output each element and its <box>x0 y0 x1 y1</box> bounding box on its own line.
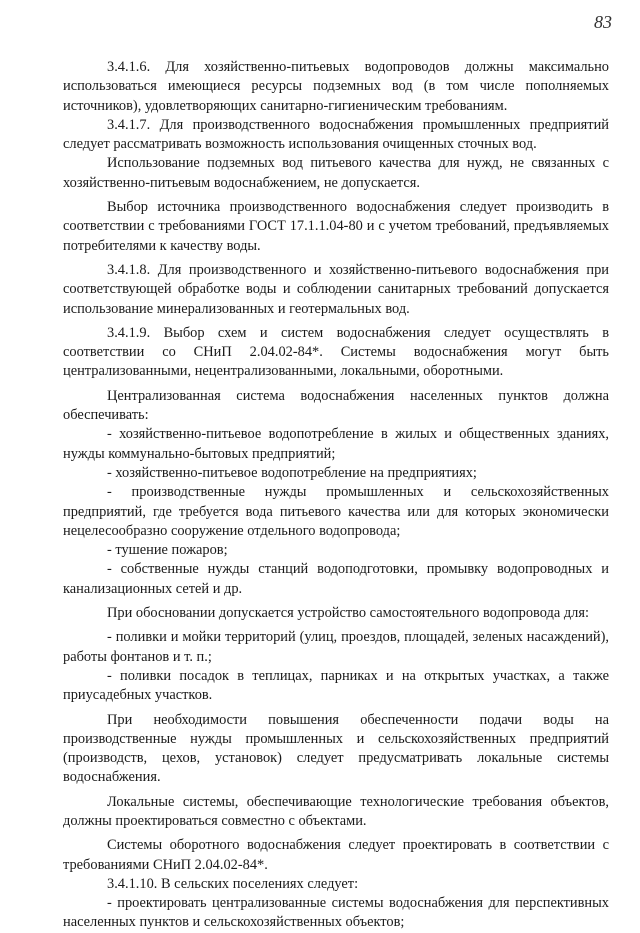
list-item: - собственные нужды станций водоподготовки, промывку водопроводных и канализационных сетей и др. <box>63 561 609 597</box>
paragraph-3-4-1-9: 3.4.1.9. Выбор схем и систем водоснабжения следует осуществлять в соответствии со СНиП 2.04.02-84*. Системы водоснабжения могут быть централизованными, нецентрализованными, локальными, оборотными. <box>63 324 609 380</box>
paragraph-3-4-1-7: 3.4.1.7. Для производственного водоснабжения промышленных предприятий следует рассматривать возможность использования очищенных сточных вод. <box>63 116 609 153</box>
paragraph-3-4-1-10: 3.4.1.10. В сельских поселениях следует: <box>107 875 359 892</box>
paragraph-3-4-1-6: 3.4.1.6. Для хозяйственно-питьевых водопроводов должны максимально использоваться имеющиеся ресурсы подземных вод (в том числе пополняемых источников), удовлетворяющих санитарно-гигиеническим требованиям. <box>63 59 609 114</box>
list-item: - тушение пожаров; <box>107 542 228 559</box>
list-item: - проектировать централизованные системы водоснабжения для перспективных населенных пунктов и сельскохозяйственных объектов; <box>63 895 609 931</box>
document-body <box>63 58 609 933</box>
paragraph: При обосновании допускается устройство самостоятельного водопровода для: <box>107 605 589 622</box>
paragraph: Системы оборотного водоснабжения следует проектировать в соответствии с требованиями СНиП 2.04.02-84*. <box>63 837 609 873</box>
paragraph: Выбор источника производственного водоснабжения следует производить в соответствии с требованиями ГОСТ 17.1.1.04-80 и с учетом требований, предъявляемых потребителями к качеству воды. <box>63 199 609 254</box>
list-item: - хозяйственно-питьевое водопотребление на предприятиях; <box>107 464 477 481</box>
paragraph: При необходимости повышения обеспеченности подачи воды на производственные нужды промышленных и сельскохозяйственных предприятий (производств, цехов, установок) следует предусматривать локальные системы водоснабжения. <box>63 711 609 786</box>
paragraph: Локальные системы, обеспечивающие технологические требования объектов, должны проектироваться совместно с объектами. <box>63 793 609 829</box>
list-item: - поливки посадок в теплицах, парниках и на открытых участках, а также приусадебных участков. <box>63 667 609 704</box>
list-item: - производственные нужды промышленных и сельскохозяйственных предприятий, где требуется вода питьевого качества или для которых экономически нецелесообразно сооружение отдельного водопровода; <box>63 484 609 539</box>
page-number: 83 <box>594 12 612 32</box>
paragraph-3-4-1-8: 3.4.1.8. Для производственного и хозяйственно-питьевого водоснабжения при соответствующей обработке воды и соблюдении санитарных требований допускается использование минерализованных и геотермальных вод. <box>63 261 609 317</box>
paragraph: Централизованная система водоснабжения населенных пунктов должна обеспечивать: <box>63 387 609 424</box>
list-item: - хозяйственно-питьевое водопотребление в жилых и общественных зданиях, нужды коммунально-бытовых предприятий; <box>63 426 609 462</box>
paragraph: Использование подземных вод питьевого качества для нужд, не связанных с хозяйственно-питьевым водоснабжением, не допускается. <box>63 155 609 191</box>
list-item: - поливки и мойки территорий (улиц, проездов, площадей, зеленых насаждений), работы фонтанов и т. п.; <box>63 629 609 665</box>
